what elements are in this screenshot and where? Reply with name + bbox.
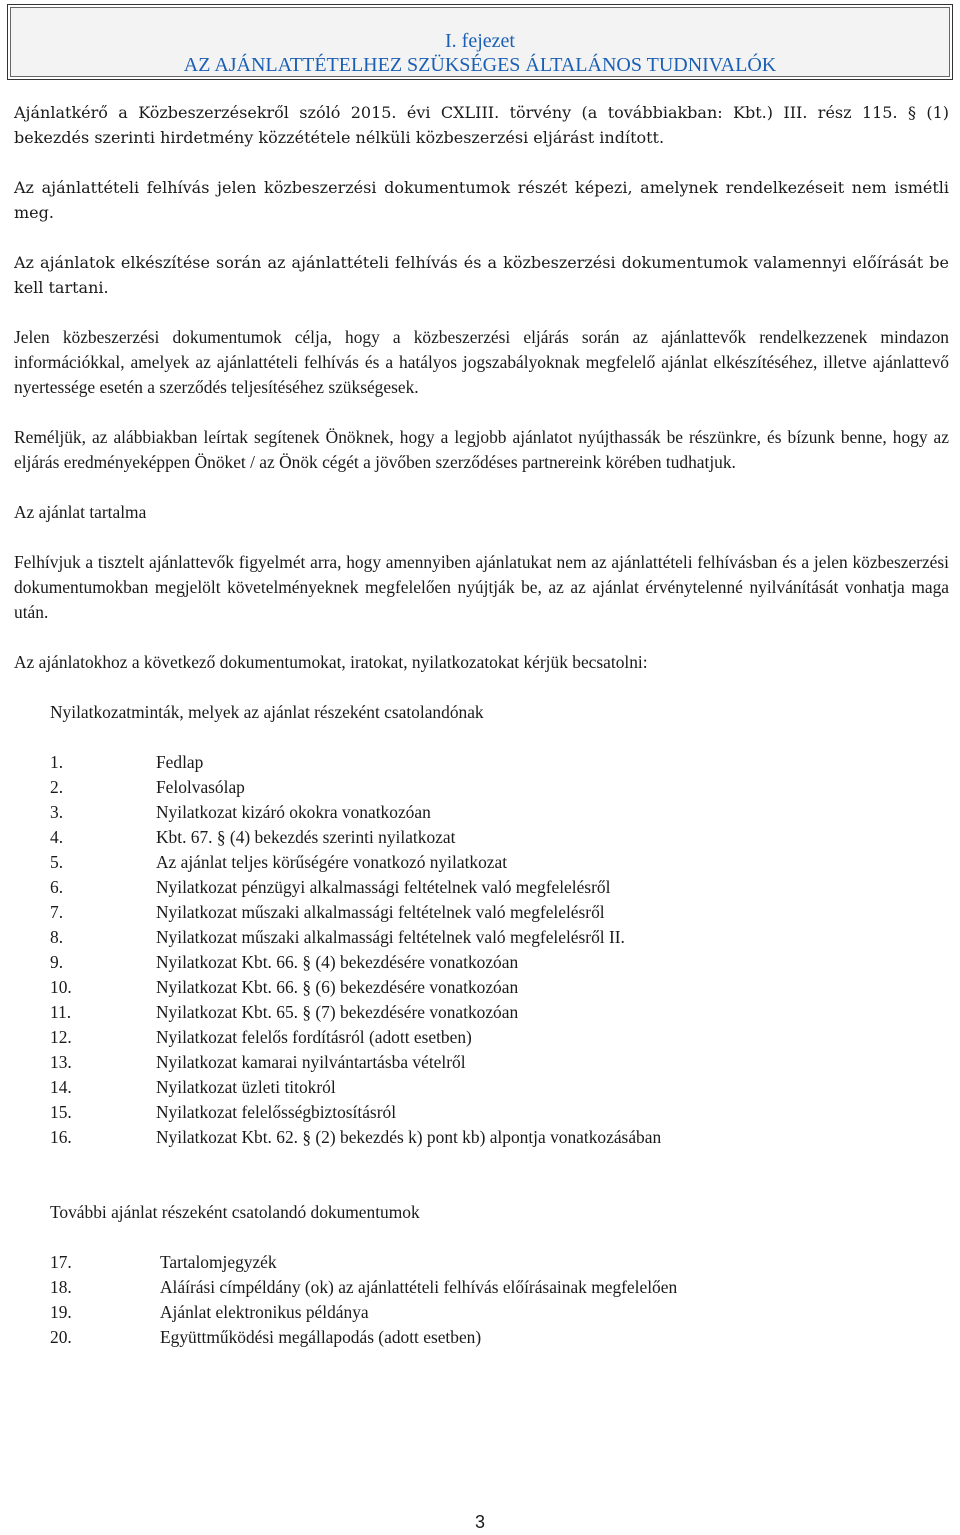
intro-paragraph-3: Az ajánlatok elkészítése során az ajánlattételi felhívás és a közbeszerzési dokumentumok valamennyi előírását be kell tartani. bbox=[14, 253, 949, 297]
list1-title: Nyilatkozatminták, melyek az ajánlat részeként csatolandónak bbox=[50, 702, 484, 722]
list2-title: További ajánlat részeként csatolandó dokumentumok bbox=[50, 1202, 420, 1222]
list-item: 20. Együttműködési megállapodás (adott esetben) bbox=[50, 1327, 482, 1347]
page-number: 3 bbox=[474, 1512, 485, 1532]
list-item: 9. Nyilatkozat Kbt. 66. § (4) bekezdésére vonatkozóan bbox=[50, 952, 519, 972]
list-item: 11. Nyilatkozat Kbt. 65. § (7) bekezdésére vonatkozóan bbox=[50, 1002, 519, 1022]
list-item: 6. Nyilatkozat pénzügyi alkalmassági feltételnek való megfelelésről bbox=[50, 877, 611, 897]
list-item: 19. Ajánlat elektronikus példánya bbox=[50, 1302, 369, 1322]
list-item: 7. Nyilatkozat műszaki alkalmassági feltételnek való megfelelésről bbox=[50, 902, 605, 922]
list-item: 4. Kbt. 67. § (4) bekezdés szerinti nyilatkozat bbox=[50, 827, 456, 847]
intro-paragraph-4: Jelen közbeszerzési dokumentumok célja, hogy a közbeszerzési eljárás során az ajánlattevők rendelkezzenek mindazon információkkal, amelyek az ajánlattételi felhívás és a hatályos jogszabályoknak megfelelő ajánlat elkészítéséhez, illetve ajánlattevő nyertessége esetén a szerződés teljesítéséhez szükségesek. bbox=[14, 327, 949, 397]
chapter-number: I. fejezet bbox=[445, 30, 515, 52]
section-paragraph-2: Az ajánlatokhoz a következő dokumentumokat, iratokat, nyilatkozatokat kérjük becsatolni: bbox=[14, 652, 648, 672]
list2 bbox=[50, 1250, 949, 1350]
section-heading: Az ajánlat tartalma bbox=[14, 502, 147, 522]
list-item: 17. Tartalomjegyzék bbox=[50, 1252, 277, 1272]
list-item: 15. Nyilatkozat felelősségbiztosításról bbox=[50, 1102, 397, 1122]
list-item: 3. Nyilatkozat kizáró okokra vonatkozóan bbox=[50, 802, 431, 822]
intro-paragraph-1: Ajánlatkérő a Közbeszerzésekről szóló 2015. évi CXLIII. törvény (a továbbiakban: Kbt.) III. rész 115. § (1) bekezdés szerinti hirdetmény közzététele nélküli közbeszerzési eljárást indított. bbox=[14, 103, 949, 147]
list-item: 5. Az ajánlat teljes körűségére vonatkozó nyilatkozat bbox=[50, 852, 508, 872]
chapter-header bbox=[7, 4, 953, 80]
intro-paragraph-2: Az ajánlattételi felhívás jelen közbeszerzési dokumentumok részét képezi, amelynek rendelkezéseit nem ismétli meg. bbox=[14, 178, 949, 222]
chapter-title: AZ AJÁNLATTÉTELHEZ SZÜKSÉGES ÁLTALÁNOS TUDNIVALÓK bbox=[183, 54, 777, 76]
section-paragraph-1: Felhívjuk a tisztelt ajánlattevők figyelmét arra, hogy amennyiben ajánlatukat nem az ajánlattételi felhívásban és a jelen közbeszerzési dokumentumokban megjelölt követelményeknek megfelelően nyújtják be, az az ajánlat érvénytelenné nyilvánítását vonhatja maga után. bbox=[14, 552, 949, 622]
document-body bbox=[14, 100, 949, 1350]
list-item: 2. Felolvasólap bbox=[50, 777, 245, 797]
list-item: 12. Nyilatkozat felelős fordításról (adott esetben) bbox=[50, 1027, 472, 1047]
list-item: 8. Nyilatkozat műszaki alkalmassági feltételnek való megfelelésről II. bbox=[50, 927, 625, 947]
list-item: 1. Fedlap bbox=[50, 752, 204, 772]
list-item: 18. Aláírási címpéldány (ok) az ajánlattételi felhívás előírásainak megfelelően bbox=[50, 1277, 678, 1297]
list1 bbox=[50, 750, 949, 1150]
list-item: 10. Nyilatkozat Kbt. 66. § (6) bekezdésére vonatkozóan bbox=[50, 977, 519, 997]
intro-paragraph-5: Reméljük, az alábbiakban leírtak segítenek Önöknek, hogy a legjobb ajánlatot nyújthassák be részünkre, és bízunk benne, hogy az eljárás eredményeképpen Önöket / az Önök cégét a jövőben szerződéses partnereink körében tudhatjuk. bbox=[14, 427, 949, 472]
list-item: 13. Nyilatkozat kamarai nyilvántartásba vételről bbox=[50, 1052, 466, 1072]
list-item: 16. Nyilatkozat Kbt. 62. § (2) bekezdés k) pont kb) alpontja vonatkozásában bbox=[50, 1127, 662, 1147]
list-item: 14. Nyilatkozat üzleti titokról bbox=[50, 1077, 336, 1097]
